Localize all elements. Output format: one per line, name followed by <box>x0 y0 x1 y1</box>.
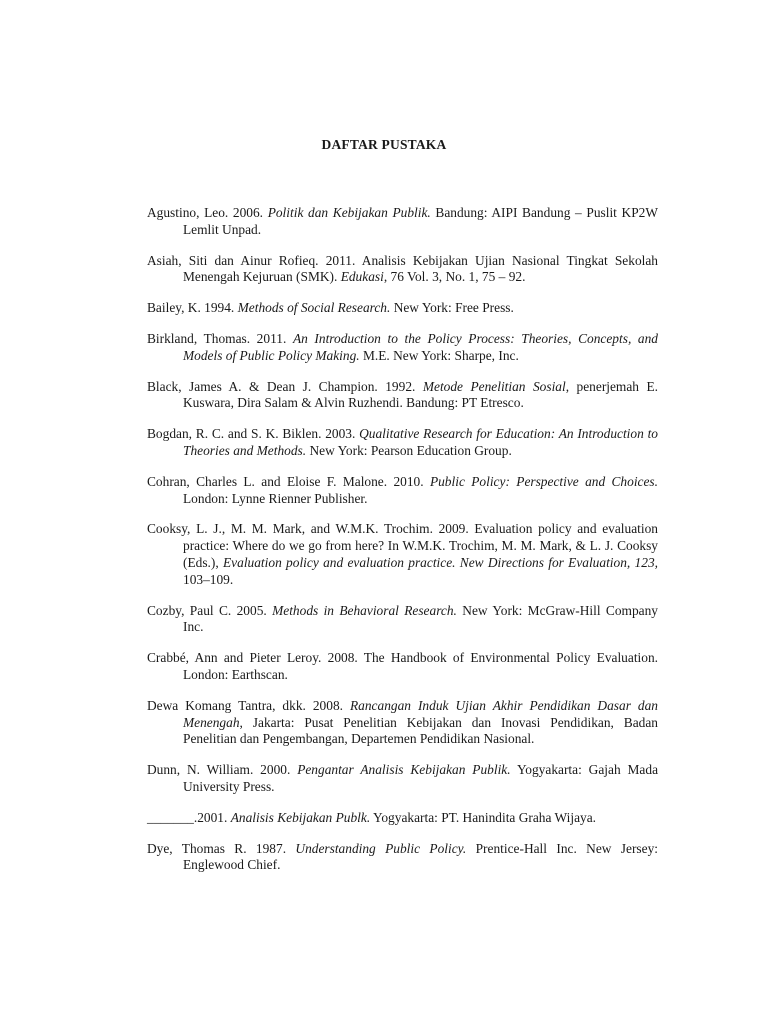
reference-text: Asiah, Siti dan Ainur Rofieq. 2011. Analisis Kebijakan Ujian Nasional Tingkat Sekolah Menengah Kejuruan (SMK). <box>147 252 658 285</box>
reference-entry <box>147 474 658 508</box>
reference-title: Rancangan Induk Ujian Akhir Pendidikan Dasar dan Menengah <box>183 697 658 730</box>
reference-text: Dunn, N. William. 2000. <box>147 762 298 778</box>
reference-title: Pengantar Analisis Kebijakan Publik. <box>297 762 511 778</box>
reference-title: Metode Penelitian Sosial <box>422 378 566 394</box>
reference-text: Dewa Komang Tantra, dkk. 2008. <box>147 697 350 713</box>
reference-title: Edukasi <box>340 269 384 285</box>
reference-title: Methods in Behavioral Research. <box>272 602 457 618</box>
reference-publisher: 103–109. <box>183 571 234 587</box>
reference-text: Crabbé, Ann and Pieter Leroy. 2008. The Handbook of Environmental Policy Evaluation. London: Earthscan. <box>147 650 658 682</box>
reference-entry <box>147 331 658 365</box>
reference-entry <box>147 603 658 637</box>
reference-title: Public Policy: Perspective and Choices. <box>429 473 658 489</box>
reference-entry <box>147 426 658 460</box>
reference-title: Analisis Kebijakan Publk. <box>230 809 371 825</box>
reference-entry <box>147 810 658 827</box>
reference-entry <box>147 379 658 413</box>
reference-entry <box>147 300 658 317</box>
reference-title: Evaluation policy and evaluation practice. New Directions for Evaluation, 123, <box>223 554 658 570</box>
reference-text: _______.2001. <box>147 809 231 825</box>
reference-title: An Introduction to the Policy Process: Theories, Concepts, and Models of Public Policy Making. <box>183 330 658 363</box>
reference-entry <box>147 841 658 875</box>
reference-title: Understanding Public Policy. <box>295 840 467 856</box>
reference-publisher: Bandung: AIPI Bandung – Puslit KP2W Lemlit Unpad. <box>183 205 658 237</box>
reference-publisher: M.E. New York: Sharpe, Inc. <box>359 347 519 363</box>
reference-list <box>147 205 658 888</box>
reference-publisher: Yogyakarta: PT. Hanindita Graha Wijaya. <box>370 809 596 825</box>
reference-text: Black, James A. & Dean J. Champion. 1992. <box>147 378 423 394</box>
reference-publisher: New York: Free Press. <box>390 300 514 316</box>
reference-publisher: , penerjemah E. Kuswara, Dira Salam & Alvin Ruzhendi. Bandung: PT Etresco. <box>183 378 658 411</box>
reference-publisher: Prentice-Hall Inc. New Jersey: Englewood Chief. <box>183 840 658 873</box>
page-title: DAFTAR PUSTAKA <box>321 137 447 152</box>
reference-publisher: , Jakarta: Pusat Penelitian Kebijakan dan Inovasi Pendidikan, Badan Penelitian dan Pengembangan, Departemen Pendidikan Nasional. <box>183 714 658 747</box>
reference-text: Cohran, Charles L. and Eloise F. Malone. 2010. <box>147 473 430 489</box>
reference-entry <box>147 698 658 748</box>
reference-entry <box>147 521 658 588</box>
reference-publisher: London: Lynne Rienner Publisher. <box>183 490 368 506</box>
reference-text: Dye, Thomas R. 1987. <box>147 840 296 856</box>
reference-text: Cozby, Paul C. 2005. <box>147 602 273 618</box>
reference-entry <box>147 762 658 796</box>
reference-publisher: New York: McGraw-Hill Company Inc. <box>183 602 658 635</box>
reference-title: Politik dan Kebijakan Publik. <box>267 205 431 220</box>
reference-publisher: New York: Pearson Education Group. <box>306 442 512 458</box>
reference-text: Cooksy, L. J., M. M. Mark, and W.M.K. Trochim. 2009. Evaluation policy and evaluation practice: Where do we go from here? In W.M.K. Trochim, M. M. Mark, & L. J. Cooksy (Eds.), <box>147 521 658 570</box>
reference-entry <box>147 205 658 239</box>
reference-entry <box>147 253 658 287</box>
reference-title: Methods of Social Research. <box>237 300 391 316</box>
reference-text: Bailey, K. 1994. <box>147 300 238 316</box>
reference-title: Qualitative Research for Education: An Introduction to Theories and Methods. <box>183 426 658 458</box>
reference-publisher: Yogyakarta: Gajah Mada University Press. <box>183 762 659 794</box>
reference-entry <box>147 650 658 684</box>
reference-publisher: , 76 Vol. 3, No. 1, 75 – 92. <box>383 269 526 285</box>
reference-text: Agustino, Leo. 2006. <box>147 205 268 220</box>
reference-text: Birkland, Thomas. 2011. <box>147 330 293 346</box>
reference-text: Bogdan, R. C. and S. K. Biklen. 2003. <box>147 426 360 442</box>
